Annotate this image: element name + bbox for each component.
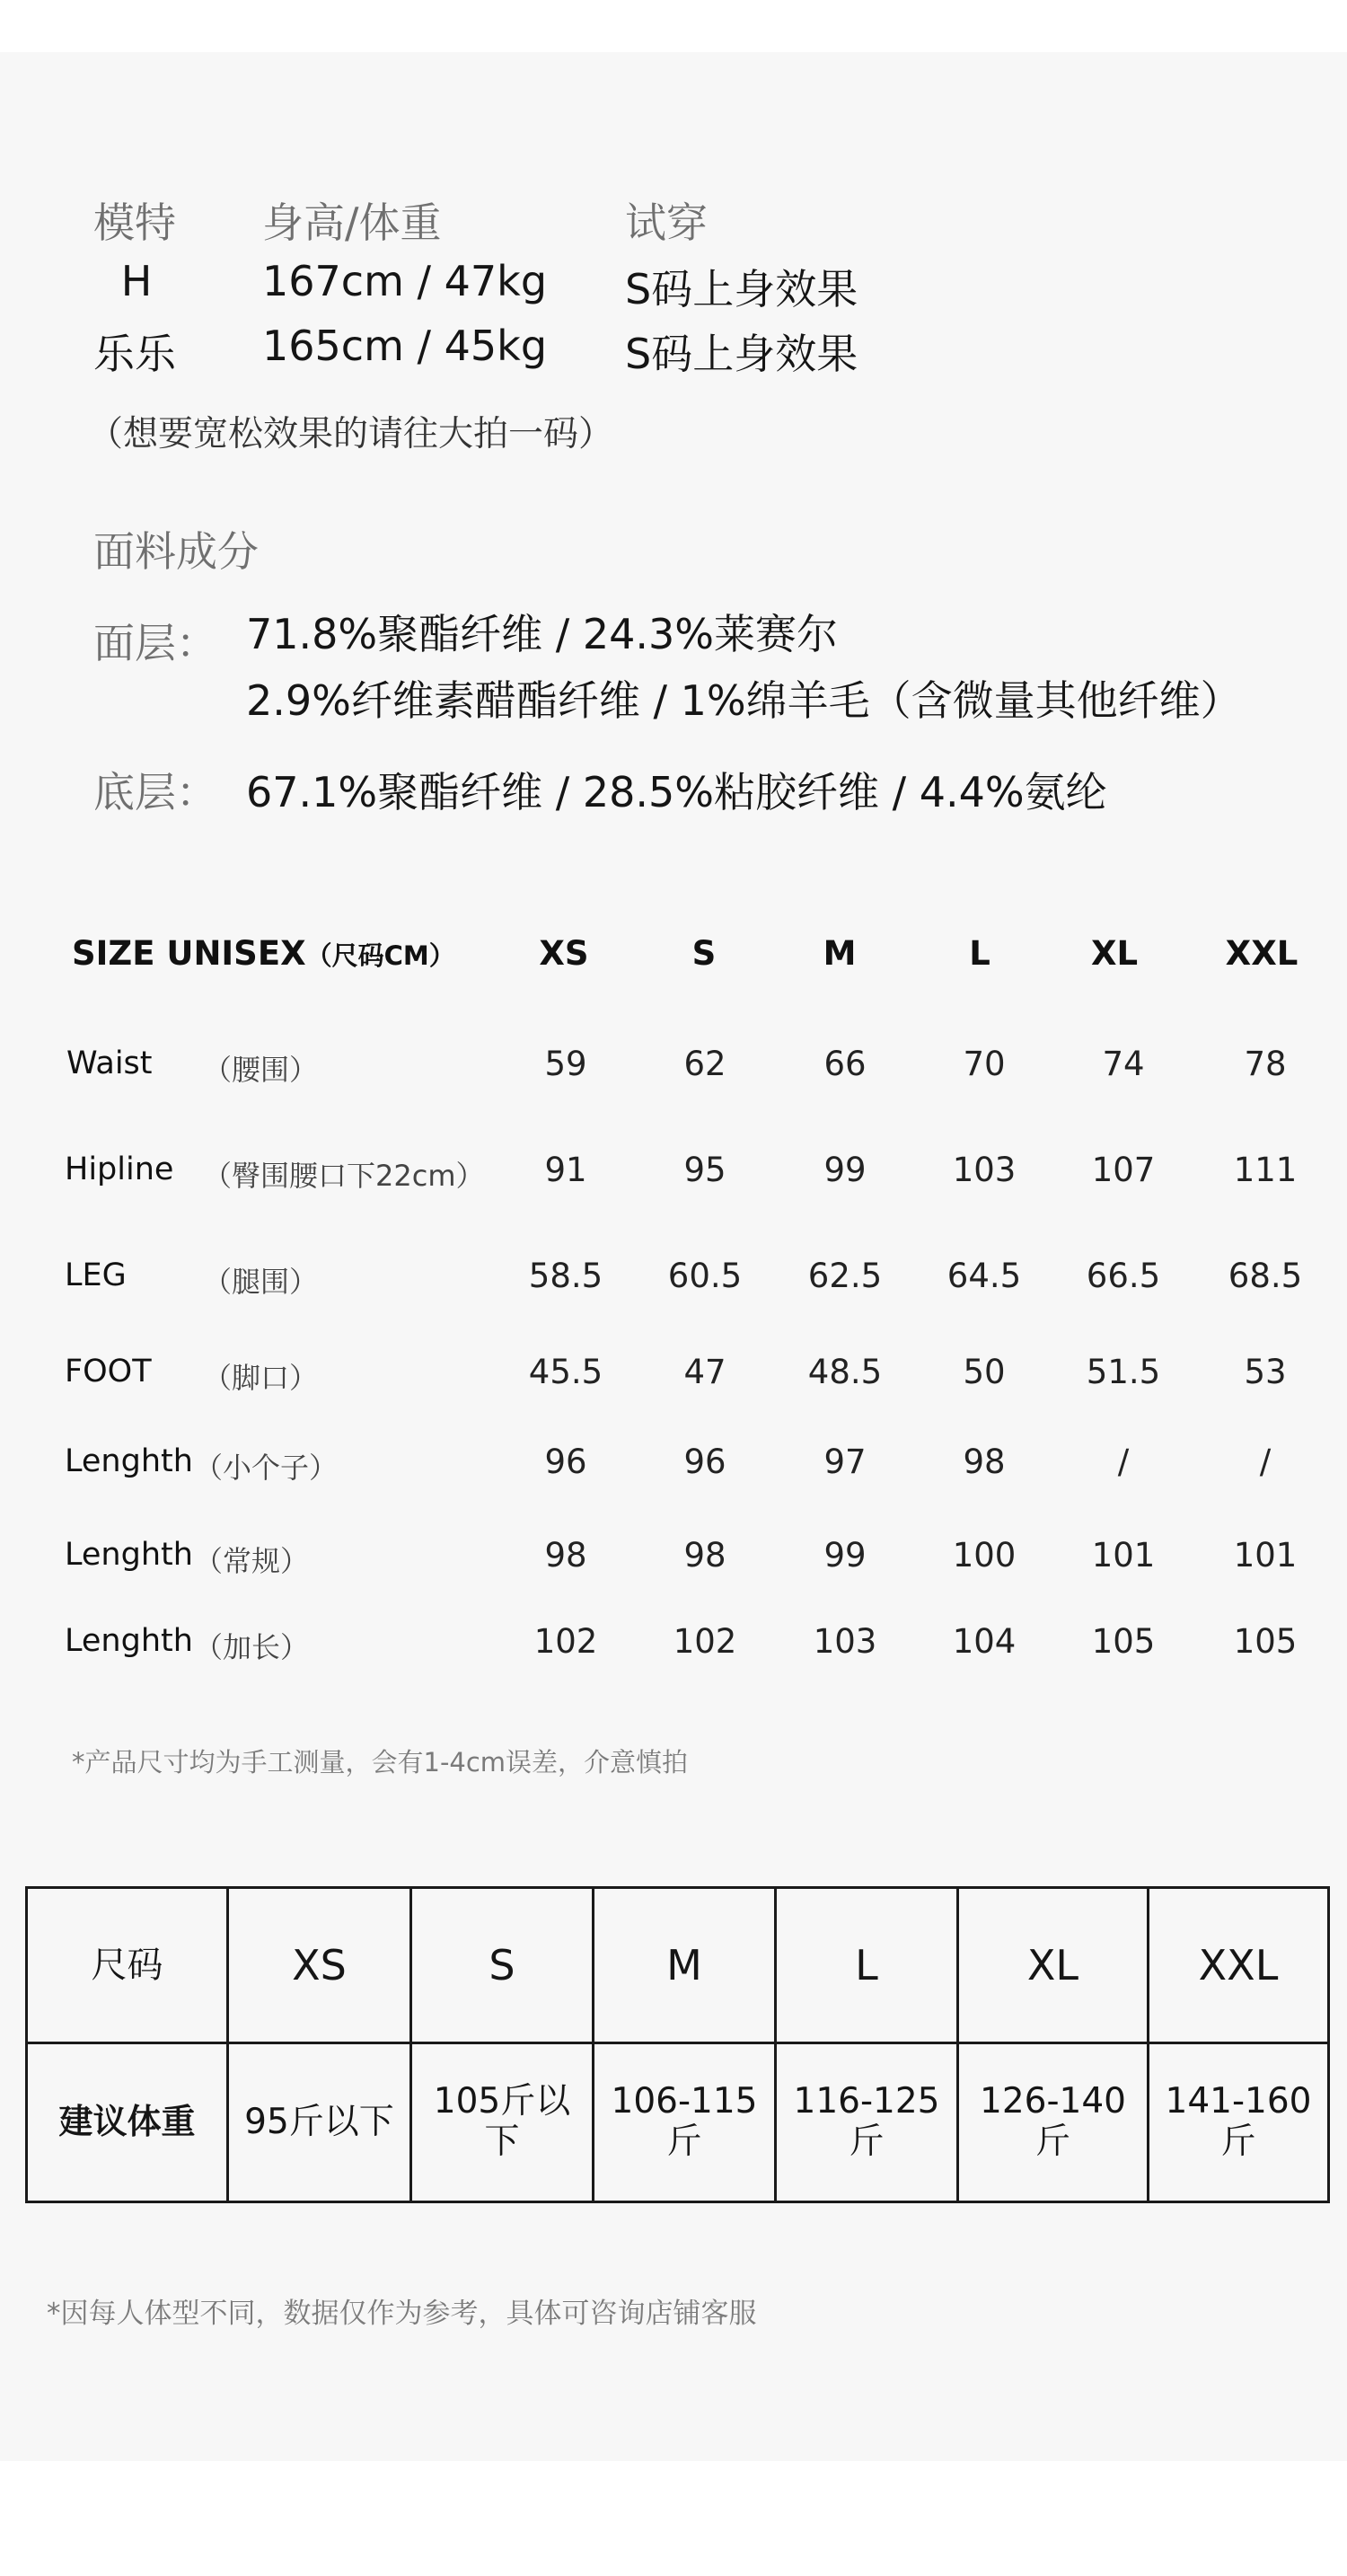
size-value: 47 — [683, 1353, 726, 1391]
outer-layer-label: 面层： — [93, 619, 217, 667]
size-col-header: L — [969, 934, 990, 973]
size-value: / — [1117, 1442, 1130, 1481]
model-header: 模特 — [93, 198, 176, 247]
size-value: 104 — [952, 1622, 1017, 1661]
size-value: 99 — [823, 1151, 867, 1189]
size-cell: M — [594, 1888, 776, 2043]
size-value: 62.5 — [807, 1257, 883, 1295]
weight-cell: 105斤以下 — [411, 2043, 594, 2202]
size-value: 102 — [533, 1622, 598, 1661]
size-value: 99 — [823, 1536, 867, 1575]
row-label: Waist — [66, 1045, 153, 1081]
row-label: Hipline — [65, 1151, 174, 1187]
size-cell: L — [776, 1888, 958, 2043]
size-cell: XS — [228, 1888, 411, 2043]
size-value: 98 — [683, 1536, 726, 1575]
size-value: 45.5 — [528, 1353, 603, 1391]
model-measurements: 165cm / 45kg — [262, 322, 548, 370]
size-value: 103 — [952, 1151, 1017, 1189]
row-label: Lenghth — [65, 1623, 193, 1659]
size-cell: XL — [958, 1888, 1149, 2043]
row-label: Lenghth — [65, 1443, 193, 1479]
size-value: 102 — [673, 1622, 737, 1661]
size-value: 101 — [1233, 1536, 1298, 1575]
weight-table-value-row — [27, 2043, 1329, 2202]
model-name: H — [120, 257, 153, 305]
size-value: 70 — [963, 1045, 1006, 1083]
height-weight-header: 身高/体重 — [262, 198, 442, 247]
weight-cell: 116-125斤 — [776, 2043, 958, 2202]
weight-table-header-row — [27, 1888, 1329, 2043]
row-label-cn: （脚口） — [203, 1361, 319, 1395]
weight-disclaimer: *因每人体型不同，数据仅作为参考，具体可咨询店铺客服 — [47, 2298, 757, 2330]
size-value: 96 — [544, 1442, 587, 1481]
size-value: 66 — [823, 1045, 867, 1083]
size-up-note: （想要宽松效果的请往大拍一码） — [88, 414, 614, 454]
size-value: 62 — [683, 1045, 726, 1083]
size-value: 58.5 — [528, 1257, 603, 1295]
size-value: 74 — [1102, 1045, 1145, 1083]
model-measurements: 167cm / 47kg — [262, 257, 548, 305]
size-value: 101 — [1091, 1536, 1156, 1575]
size-value: 107 — [1091, 1151, 1156, 1189]
weight-cell: 141-160斤 — [1149, 2043, 1329, 2202]
size-col-header: XS — [539, 934, 589, 973]
size-value: 60.5 — [667, 1257, 743, 1295]
size-chart-unit: （尺码CM） — [305, 940, 455, 971]
size-value: 95 — [683, 1151, 726, 1189]
size-value: 50 — [963, 1353, 1006, 1391]
row-label: FOOT — [65, 1354, 152, 1389]
size-value: 100 — [952, 1536, 1017, 1575]
size-value: 98 — [544, 1536, 587, 1575]
size-value: 105 — [1091, 1622, 1156, 1661]
size-value: 97 — [823, 1442, 867, 1481]
size-value: 68.5 — [1228, 1257, 1303, 1295]
row-label-cn: （臀围腰口下22cm） — [203, 1159, 485, 1193]
size-value: 111 — [1233, 1151, 1298, 1189]
model-fit: S码上身效果 — [625, 265, 858, 313]
model-name: 乐乐 — [93, 330, 176, 378]
size-cell: S — [411, 1888, 594, 2043]
size-label-cell: 尺码 — [27, 1888, 228, 2043]
size-value: 91 — [544, 1151, 587, 1189]
outer-layer-composition: 71.8%聚酯纤维 / 24.3%莱赛尔 — [246, 610, 839, 658]
fabric-title: 面料成分 — [93, 527, 259, 576]
size-value: 103 — [813, 1622, 877, 1661]
size-value: 96 — [683, 1442, 726, 1481]
size-value: 105 — [1233, 1622, 1298, 1661]
row-label-cn: （腿围） — [203, 1265, 319, 1299]
size-value: 53 — [1244, 1353, 1287, 1391]
size-value: 66.5 — [1086, 1257, 1161, 1295]
size-value: 48.5 — [807, 1353, 883, 1391]
size-value: 51.5 — [1086, 1353, 1161, 1391]
size-col-header: XL — [1090, 934, 1139, 973]
size-col-header: S — [691, 934, 717, 973]
weight-cell: 126-140斤 — [958, 2043, 1149, 2202]
size-value: 98 — [963, 1442, 1006, 1481]
lining-label: 底层： — [93, 768, 217, 816]
size-col-header: M — [823, 934, 857, 973]
row-label-cn: （腰围） — [203, 1053, 319, 1087]
measurement-disclaimer: *产品尺寸均为手工测量，会有1-4cm误差，介意慎拍 — [72, 1747, 689, 1778]
fit-header: 试穿 — [625, 198, 708, 247]
size-chart-header — [72, 934, 455, 973]
row-label: Lenghth — [65, 1537, 193, 1573]
row-label-cn: （小个子） — [194, 1451, 339, 1485]
size-cell: XXL — [1149, 1888, 1329, 2043]
weight-cell: 106-115斤 — [594, 2043, 776, 2202]
outer-layer-composition-2: 2.9%纤维素醋酯纤维 / 1%绵羊毛（含微量其他纤维） — [246, 676, 1242, 725]
size-chart-title: SIZE UNISEX — [72, 934, 306, 973]
size-value: 78 — [1244, 1045, 1287, 1083]
lining-composition: 67.1%聚酯纤维 / 28.5%粘胶纤维 / 4.4%氨纶 — [246, 768, 1107, 816]
row-label: LEG — [65, 1257, 127, 1293]
recommended-weight-label: 建议体重 — [27, 2043, 228, 2202]
weight-cell: 95斤以下 — [228, 2043, 411, 2202]
size-col-header: XXL — [1225, 934, 1299, 973]
weight-recommendation-table — [25, 1886, 1330, 2203]
size-value: 64.5 — [946, 1257, 1022, 1295]
model-fit: S码上身效果 — [625, 330, 858, 378]
size-value: 59 — [544, 1045, 587, 1083]
row-label-cn: （加长） — [194, 1630, 310, 1664]
size-value: / — [1259, 1442, 1272, 1481]
row-label-cn: （常规） — [194, 1544, 310, 1578]
